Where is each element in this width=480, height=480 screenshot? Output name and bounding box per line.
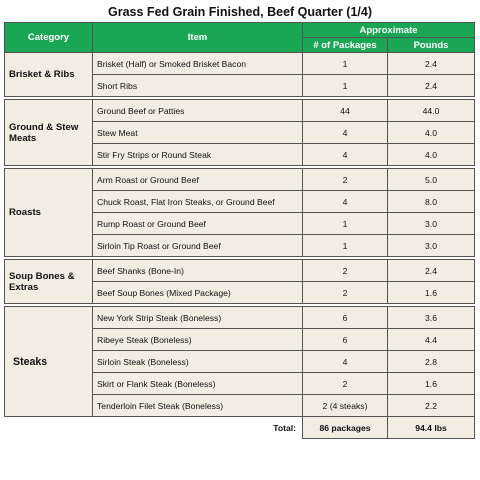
item-cell: Chuck Roast, Flat Iron Steaks, or Ground Beef xyxy=(93,191,303,213)
item-cell: Rump Roast or Ground Beef xyxy=(93,213,303,235)
pounds-cell: 3.6 xyxy=(388,307,475,329)
total-label: Total: xyxy=(93,417,303,439)
total-packages: 86 packages xyxy=(303,417,388,439)
item-cell: Short Ribs xyxy=(93,75,303,97)
pounds-cell: 1.6 xyxy=(388,282,475,304)
item-cell: Sirloin Steak (Boneless) xyxy=(93,351,303,373)
pounds-cell: 2.8 xyxy=(388,351,475,373)
header-packages: # of Packages xyxy=(303,38,388,53)
item-cell: Arm Roast or Ground Beef xyxy=(93,169,303,191)
packages-cell: 1 xyxy=(303,213,388,235)
category-cell: Ground & Stew Meats xyxy=(5,100,93,166)
pounds-cell: 2.2 xyxy=(388,395,475,417)
page-title: Grass Fed Grain Finished, Beef Quarter (1/4) xyxy=(108,5,372,19)
table-row xyxy=(5,260,475,282)
item-cell: Beef Soup Bones (Mixed Package) xyxy=(93,282,303,304)
packages-cell: 4 xyxy=(303,144,388,166)
pounds-cell: 4.4 xyxy=(388,329,475,351)
category-cell: Roasts xyxy=(5,169,93,257)
packages-cell: 1 xyxy=(303,53,388,75)
pounds-cell: 44.0 xyxy=(388,100,475,122)
table-row xyxy=(5,307,475,329)
item-cell: Brisket (Half) or Smoked Brisket Bacon xyxy=(93,53,303,75)
header-pounds: Pounds xyxy=(388,38,475,53)
header-category: Category xyxy=(5,23,93,53)
item-cell: Beef Shanks (Bone-In) xyxy=(93,260,303,282)
totals-row xyxy=(5,417,475,439)
table-row xyxy=(5,169,475,191)
packages-cell: 2 (4 steaks) xyxy=(303,395,388,417)
item-cell: Tenderloin Filet Steak (Boneless) xyxy=(93,395,303,417)
header-approximate: Approximate xyxy=(303,23,475,38)
pounds-cell: 4.0 xyxy=(388,122,475,144)
pounds-cell: 3.0 xyxy=(388,213,475,235)
table-row xyxy=(5,100,475,122)
category-cell: Steaks xyxy=(5,307,93,417)
packages-cell: 4 xyxy=(303,351,388,373)
packages-cell: 1 xyxy=(303,235,388,257)
table-body xyxy=(5,53,475,417)
packages-cell: 6 xyxy=(303,307,388,329)
pounds-cell: 8.0 xyxy=(388,191,475,213)
pounds-cell: 2.4 xyxy=(388,260,475,282)
item-cell: Ground Beef or Patties xyxy=(93,100,303,122)
category-cell: Brisket & Ribs xyxy=(5,53,93,97)
packages-cell: 44 xyxy=(303,100,388,122)
pounds-cell: 1.6 xyxy=(388,373,475,395)
packages-cell: 4 xyxy=(303,191,388,213)
packages-cell: 2 xyxy=(303,169,388,191)
total-pounds: 94.4 lbs xyxy=(388,417,475,439)
item-cell: Stew Meat xyxy=(93,122,303,144)
pounds-cell: 2.4 xyxy=(388,75,475,97)
category-cell: Soup Bones & Extras xyxy=(5,260,93,304)
table-row xyxy=(5,53,475,75)
packages-cell: 2 xyxy=(303,373,388,395)
item-cell: Ribeye Steak (Boneless) xyxy=(93,329,303,351)
header-item: Item xyxy=(93,23,303,53)
pounds-cell: 2.4 xyxy=(388,53,475,75)
pounds-cell: 4.0 xyxy=(388,144,475,166)
packages-cell: 4 xyxy=(303,122,388,144)
item-cell: Skirt or Flank Steak (Boneless) xyxy=(93,373,303,395)
item-cell: Stir Fry Strips or Round Steak xyxy=(93,144,303,166)
packages-cell: 6 xyxy=(303,329,388,351)
beef-quarter-table xyxy=(4,22,475,439)
item-cell: Sirloin Tip Roast or Ground Beef xyxy=(93,235,303,257)
pounds-cell: 3.0 xyxy=(388,235,475,257)
pounds-cell: 5.0 xyxy=(388,169,475,191)
item-cell: New York Strip Steak (Boneless) xyxy=(93,307,303,329)
packages-cell: 1 xyxy=(303,75,388,97)
packages-cell: 2 xyxy=(303,282,388,304)
packages-cell: 2 xyxy=(303,260,388,282)
